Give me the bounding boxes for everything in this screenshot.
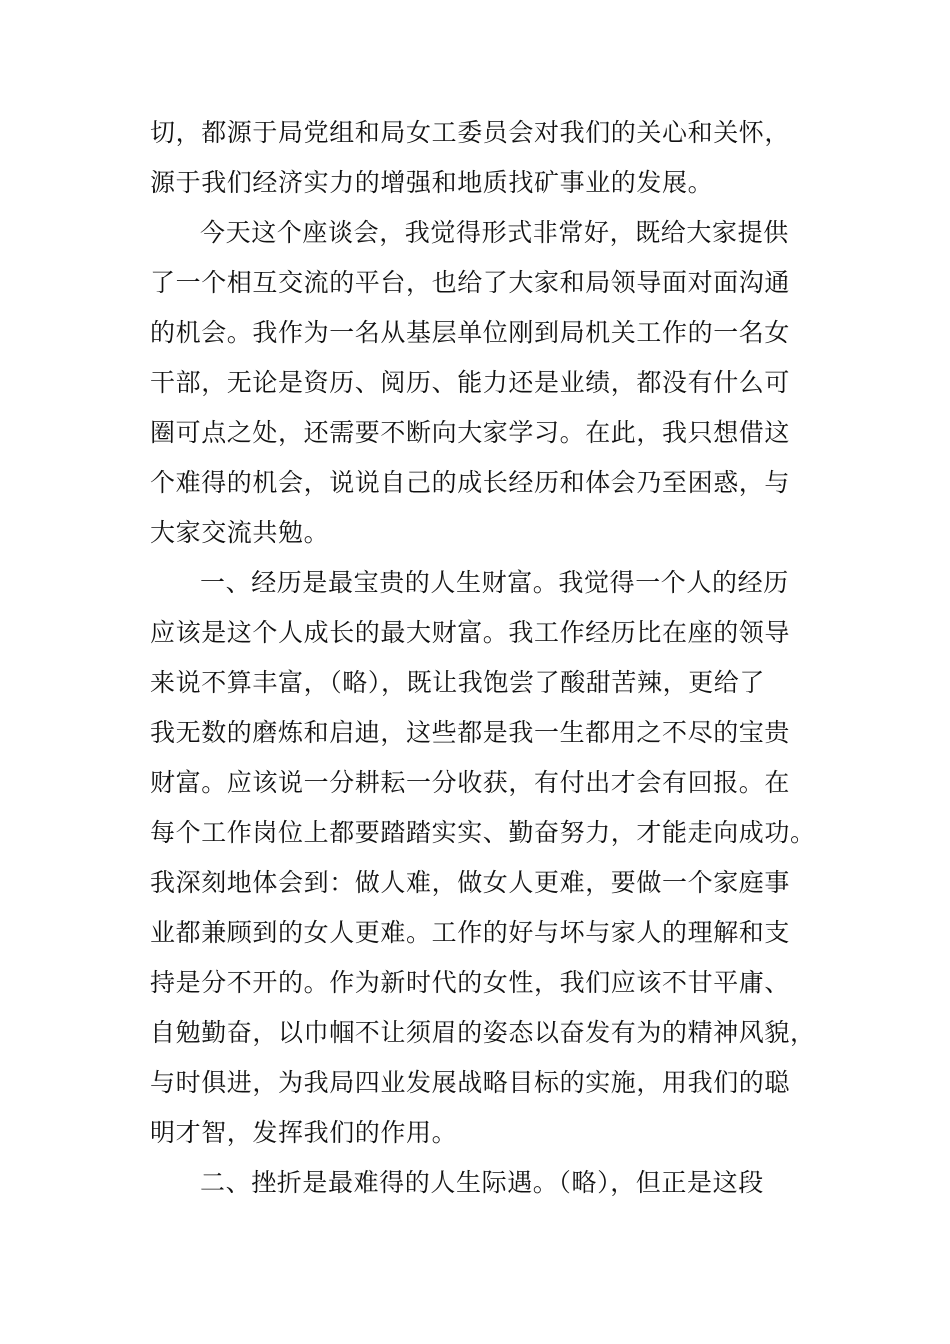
section-heading-line: 二、挫折是最难得的人生际遇。（略），但正是这段: [200, 1168, 764, 1197]
text-line: 我无数的磨炼和启迪，这些都是我一生都用之不尽的宝贵: [150, 718, 791, 747]
text-line: 与时俱进，为我局四业发展战略目标的实施，用我们的聪: [150, 1068, 791, 1097]
text-line: 源于我们经济实力的增强和地质找矿事业的发展。: [150, 168, 714, 197]
text-line: 干部，无论是资历、阅历、能力还是业绩，都没有什么可: [150, 368, 791, 397]
text-line: 切，都源于局党组和局女工委员会对我们的关心和关怀，: [150, 118, 791, 147]
text-line: 圈可点之处，还需要不断向大家学习。在此，我只想借这: [150, 418, 791, 447]
text-line: 每个工作岗位上都要踏踏实实、勤奋努力，才能走向成功。: [150, 818, 816, 847]
text-line: 业都兼顾到的女人更难。工作的好与坏与家人的理解和支: [150, 918, 791, 947]
text-line: 个难得的机会，说说自己的成长经历和体会乃至困惑，与: [150, 468, 791, 497]
text-line: 自勉勤奋，以巾帼不让须眉的姿态以奋发有为的精神风貌，: [150, 1018, 816, 1047]
text-line: 明才智，发挥我们的作用。: [150, 1118, 458, 1147]
text-line: 持是分不开的。作为新时代的女性，我们应该不甘平庸、: [150, 968, 791, 997]
text-line: 我深刻地体会到：做人难，做女人更难，要做一个家庭事: [150, 868, 791, 897]
text-line: 应该是这个人成长的最大财富。我工作经历比在座的领导: [150, 618, 791, 647]
text-line: 来说不算丰富，（略），既让我饱尝了酸甜苦辣，更给了: [150, 668, 766, 697]
text-line: 大家交流共勉。: [150, 518, 330, 547]
section-heading-line: 一、经历是最宝贵的人生财富。我觉得一个人的经历: [200, 568, 789, 597]
text-line: 财富。应该说一分耕耘一分收获，有付出才会有回报。在: [150, 768, 791, 797]
text-line: 了一个相互交流的平台，也给了大家和局领导面对面沟通: [150, 268, 791, 297]
text-line: 的机会。我作为一名从基层单位刚到局机关工作的一名女: [150, 318, 791, 347]
paragraph-start-line: 今天这个座谈会，我觉得形式非常好，既给大家提供: [200, 218, 789, 247]
